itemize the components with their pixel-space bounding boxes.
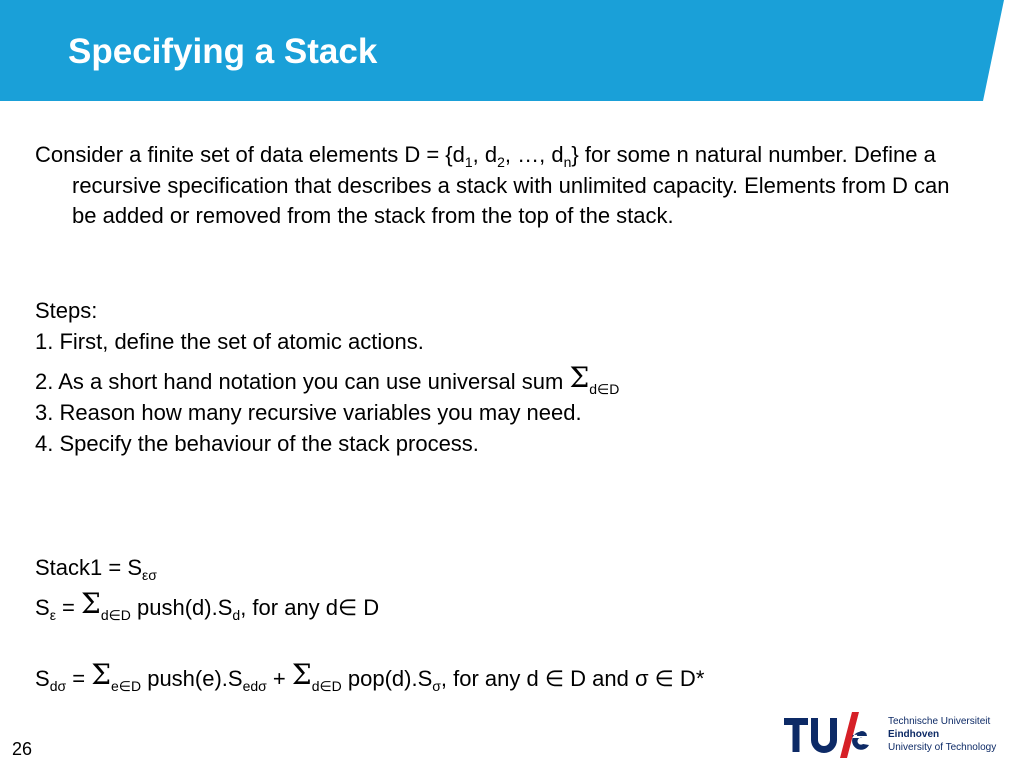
slide-body	[35, 140, 975, 232]
spec-line-s-epsilon: $S_\varepsilon = \Sigma_{d\in D}$ $push(d).S_d$, for any d∈ D	[35, 587, 380, 623]
intro-paragraph: Consider a finite set of data elements $D = \{d_1$, $d_2$, …, $d_n$} for some n natural number. Define a recursive specification that describes a stack with unlimited capacity. Elements from D can be added or removed from the stack from the top of the stack.	[35, 142, 950, 228]
tue-logo-mark	[784, 712, 884, 758]
spec-line-s-d-sigma: $S_{d\sigma} = \Sigma_{e\in D}$ $push(e).S_{ed\sigma} + \Sigma_{d\in D}$ $pop(d).S_\sigma$, for any d ∈ D and σ ∈ D*	[35, 658, 705, 694]
sigma-symbol: Σ	[91, 658, 111, 691]
sigma-symbol: Σ	[291, 658, 312, 691]
step-2: 2. As a short hand notation you can use universal sum $\Sigma_{d\in D}$	[35, 361, 620, 397]
step-3: 3. Reason how many recursive variables you may need.	[35, 400, 582, 425]
spec-line-stack1: Stack1 = $S_{\varepsilon\sigma}$	[35, 555, 157, 583]
slide-title: Specifying a Stack	[68, 32, 378, 71]
tue-logo-text: Technische Universiteit Eindhoven University of Technology	[888, 716, 997, 753]
steps-heading: Steps:	[35, 298, 98, 323]
page-number: 26	[12, 739, 33, 759]
step-4: 4. Specify the behaviour of the stack process.	[35, 431, 479, 456]
sigma-symbol: Σ	[81, 587, 101, 620]
sigma-symbol: Σ	[569, 361, 590, 394]
tue-logo	[784, 712, 1020, 758]
step-1: 1. First, define the set of atomic actions.	[35, 329, 424, 354]
